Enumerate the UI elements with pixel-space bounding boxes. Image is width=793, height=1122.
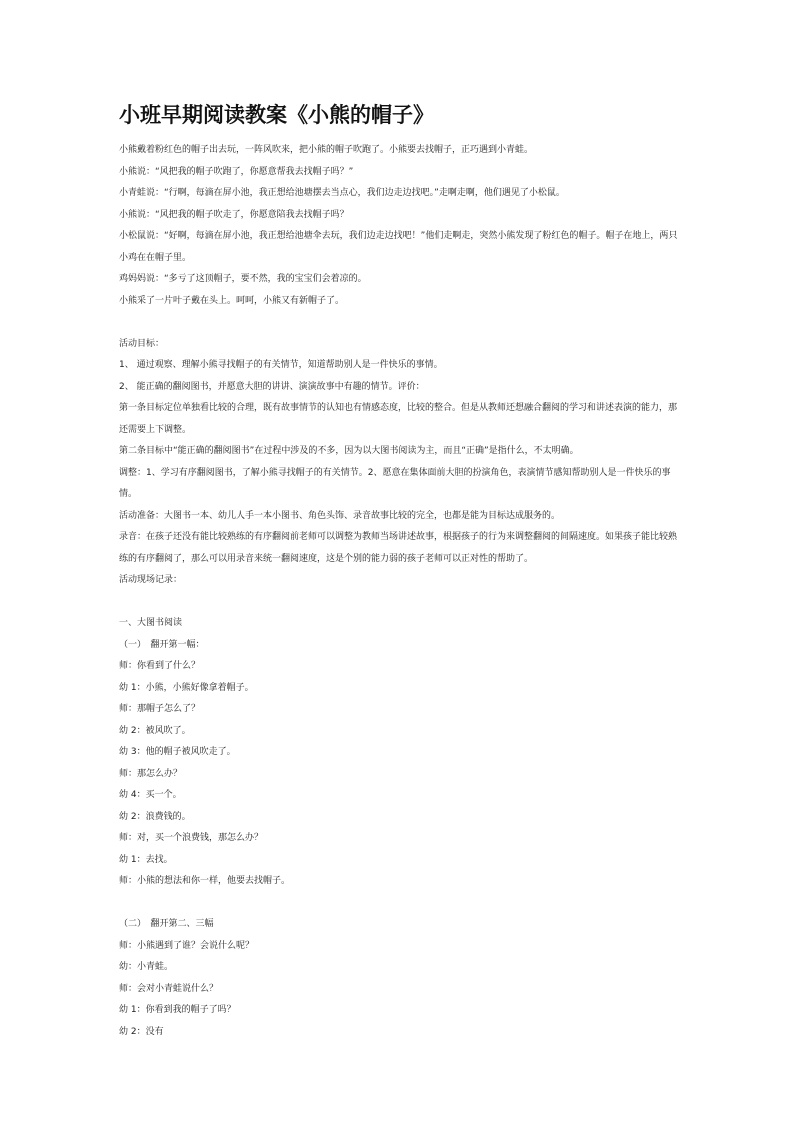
story-line: 小熊戴着粉红色的帽子出去玩，一阵风吹来，把小熊的帽子吹跑了。小熊要去找帽子，正巧遇到小青蛙。	[119, 145, 534, 155]
dialogue-line: 师：你看到了什么？	[119, 661, 201, 671]
goal-line: 调整：1、学习有序翻阅图书，了解小熊寻找帽子的有关情节。2、愿意在集体面前大胆的扮演角色，表演情节感知帮助别人是一件快乐的事情。	[119, 467, 671, 499]
document-body	[119, 140, 681, 1043]
story-line: 鸡妈妈说：“多亏了这顶帽子，要不然，我的宝宝们会着凉的。	[119, 274, 367, 284]
dialogue-line: 幼 2：被风吹了。	[119, 725, 191, 736]
dialogue-line: 幼：小青蛙。	[119, 962, 174, 972]
dialogue-line: 幼 1：小熊，小熊好像拿着帽子。	[119, 682, 254, 693]
dialogue-line: 师：会对小青蛙说什么？	[119, 983, 219, 994]
goal-line: 2、 能正确的翻阅图书，并愿意大胆的讲讲、演演故事中有趣的情节。评价：	[119, 381, 425, 392]
dialogue-line: 幼 4：买一个。	[119, 790, 182, 800]
goal-line: 1、 通过观察、理解小熊寻找帽子的有关情节，知道帮助别人是一件快乐的事情。	[119, 360, 443, 370]
sub-heading: （一） 翻开第一幅：	[119, 639, 205, 650]
recording-line: 录音：在孩子还没有能比较熟练的有序翻阅前老师可以调整为教师当场讲述故事，根据孩子的行为来调整翻阅的间隔速度。如果孩子能比较熟练的有序翻阅了，那么可以用录音来统一翻阅速度，这是个别的能力弱的孩子老师可以正对性的帮助了。	[119, 532, 678, 564]
dialogue-line: 师：对，买一个浪费钱，那怎么办？	[119, 833, 264, 843]
dialogue-line: 师：那怎么办？	[119, 768, 183, 779]
story-line: 小熊说：“风把我的帽子吹跑了，你愿意帮我去找帽子吗？”	[119, 166, 354, 177]
blank-line	[119, 893, 681, 915]
section-heading: 一、大图书阅读	[119, 618, 183, 628]
goal-line: 第二条目标中“能正确的翻阅图书”在过程中涉及的不多，因为以大图书阅读为主，而且“正确”是指什么，不太明确。	[119, 446, 579, 456]
sub-heading: （二） 翻开第二、三幅	[119, 919, 214, 929]
dialogue-line: 师：那帽子怎么了？	[119, 704, 201, 714]
dialogue-line: 师：小熊的想法和你一样，他要去找帽子。	[119, 876, 291, 886]
story-line: 小熊采了一片叶子戴在头上。呵呵，小熊又有新帽子了。	[119, 295, 345, 306]
story-line: 小青蛙说：“行啊，每滴在屏小池，我正想给池塘摆去当点心，我们边走边找吧。”走啊走啊，他们遇见了小松鼠。	[119, 188, 565, 198]
story-line: 小松鼠说：“好啊，每滴在屏小池，我正想给池塘伞去玩，我们边走边找吧！”他们走啊走，突然小熊发现了粉红色的帽子。帽子在地上，两只小鸡在在帽子里。	[119, 231, 678, 263]
goal-line: 第一条目标定位单独看比较的合理，既有故事情节的认知也有情感态度，比较的整合。但是从教师还想融合翻阅的学习和讲述表演的能力，那还需要上下调整。	[119, 403, 678, 435]
dialogue-line: 幼 2：浪费钱的。	[119, 811, 191, 822]
dialogue-line: 师：小熊遇到了谁？会说什么呢？	[119, 940, 255, 951]
dialogue-line: 幼 1：去找。	[119, 854, 173, 865]
preparation-line: 活动准备：大图书一本、幼儿人手一本小图书、角色头饰、录音故事比较的完全，也都是能为目标达成服务的。	[119, 510, 561, 521]
story-line: 小熊说：“风把我的帽子吹走了，你愿意陪我去找帽子吗？	[119, 209, 349, 220]
record-heading: 活动现场记录：	[119, 575, 183, 585]
blank-line	[119, 312, 681, 334]
dialogue-line: 幼 1：你看到我的帽子了吗？	[119, 1005, 236, 1015]
dialogue-line: 幼 3：他的帽子被风吹走了。	[119, 747, 236, 757]
blank-line	[119, 592, 681, 614]
goals-heading: 活动目标：	[119, 338, 165, 349]
document-title: 小班早期阅读教案《小熊的帽子》	[119, 102, 434, 127]
dialogue-line: 幼 2：没有	[119, 1026, 164, 1037]
